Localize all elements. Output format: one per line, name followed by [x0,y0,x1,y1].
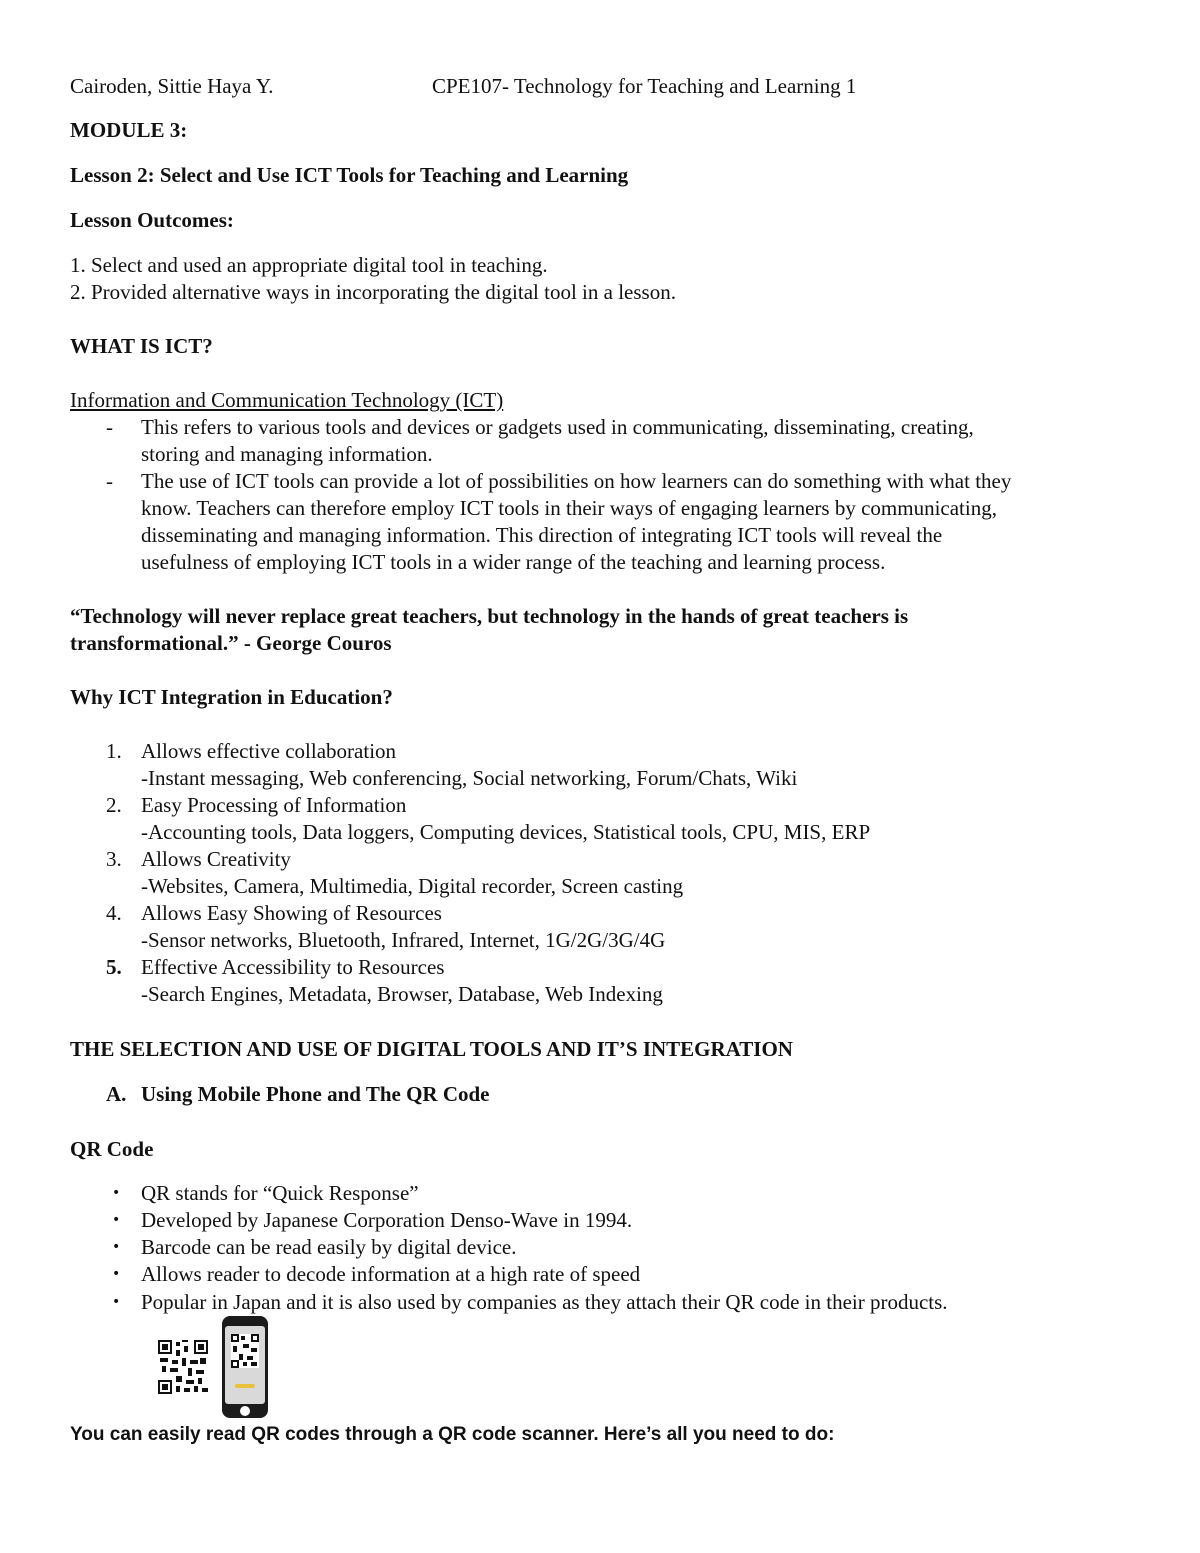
why-item-title: Allows Easy Showing of Resources [141,901,442,925]
bullet-marker: • [112,1185,121,1201]
why-heading: Why ICT Integration in Education? [70,685,393,709]
why-item-title: Allows Creativity [141,847,291,871]
ict-point-line: This refers to various tools and devices or gadgets used in communicating, disseminating, creating, [141,415,974,439]
ict-definition-heading: Information and Communication Technology (ICT) [70,388,504,412]
list-number: 2. [106,793,122,817]
why-item-title: Easy Processing of Information [141,793,407,817]
subsection-title: Using Mobile Phone and The QR Code [141,1082,490,1106]
lesson-title: Lesson 2: Select and Use ICT Tools for Teaching and Learning [70,163,629,187]
outcome-item: 1. Select and used an appropriate digital tool in teaching. [70,253,548,277]
bullet-marker: • [112,1266,121,1282]
why-item-detail: -Accounting tools, Data loggers, Computing devices, Statistical tools, CPU, MIS, ERP [141,820,871,844]
why-item-detail: -Instant messaging, Web conferencing, Social networking, Forum/Chats, Wiki [141,766,798,790]
list-number: 5. [106,955,122,979]
qr-heading: QR Code [70,1137,154,1161]
closing-instruction: You can easily read QR codes through a QR code scanner. Here’s all you need to do: [70,1424,835,1445]
author-name: Cairoden, Sittie Haya Y. [70,74,274,98]
why-item-detail: -Websites, Camera, Multimedia, Digital recorder, Screen casting [141,874,684,898]
list-number: 4. [106,901,122,925]
why-item-detail: -Search Engines, Metadata, Browser, Database, Web Indexing [141,982,663,1006]
outcome-item: 2. Provided alternative ways in incorporating the digital tool in a lesson. [70,280,676,304]
bullet-marker: • [112,1239,121,1255]
dash-marker: - [106,415,113,439]
qr-bullet-item: Developed by Japanese Corporation Denso-Wave in 1994. [141,1208,633,1232]
phone-scanner-image [222,1316,268,1418]
why-item-title: Allows effective collaboration [141,739,397,763]
outcomes-heading: Lesson Outcomes: [70,208,234,232]
qr-bullet-item: QR stands for “Quick Response” [141,1181,419,1205]
ict-point-line: know. Teachers can therefore employ ICT tools in their ways of engaging learners by communicating, [141,496,997,520]
ict-point-line: storing and managing information. [141,442,433,466]
quote-line: transformational.” - George Couros [70,631,392,655]
qr-bullet-item: Barcode can be read easily by digital device. [141,1235,517,1259]
module-heading: MODULE 3: [70,118,188,142]
quote-line: “Technology will never replace great teachers, but technology in the hands of great teachers is [70,604,909,628]
shutter-button-icon [240,1406,250,1416]
ict-point-line: disseminating and managing information. This direction of integrating ICT tools will reveal the [141,523,943,547]
bullet-marker: • [112,1294,121,1310]
qr-bullet-item: Popular in Japan and it is also used by companies as they attach their QR code in their products. [141,1290,948,1314]
subsection-letter: A. [106,1082,127,1106]
list-number: 3. [106,847,122,871]
what-is-ict-heading: WHAT IS ICT? [70,334,213,358]
ict-point-line: The use of ICT tools can provide a lot of possibilities on how learners can do something with what they [141,469,1012,493]
why-item-detail: -Sensor networks, Bluetooth, Infrared, Internet, 1G/2G/3G/4G [141,928,666,952]
qr-bullet-item: Allows reader to decode information at a high rate of speed [141,1262,641,1286]
list-number: 1. [106,739,122,763]
scan-result-bar [235,1384,255,1388]
qr-code-image [158,1340,208,1394]
dash-marker: - [106,469,113,493]
phone-qr-icon [231,1334,259,1368]
why-item-title: Effective Accessibility to Resources [141,955,445,979]
ict-point-line: usefulness of employing ICT tools in a wider range of the teaching and learning process. [141,550,886,574]
selection-heading: THE SELECTION AND USE OF DIGITAL TOOLS AND IT’S INTEGRATION [70,1037,793,1061]
bullet-marker: • [112,1212,121,1228]
course-title: CPE107- Technology for Teaching and Learning 1 [432,74,857,98]
